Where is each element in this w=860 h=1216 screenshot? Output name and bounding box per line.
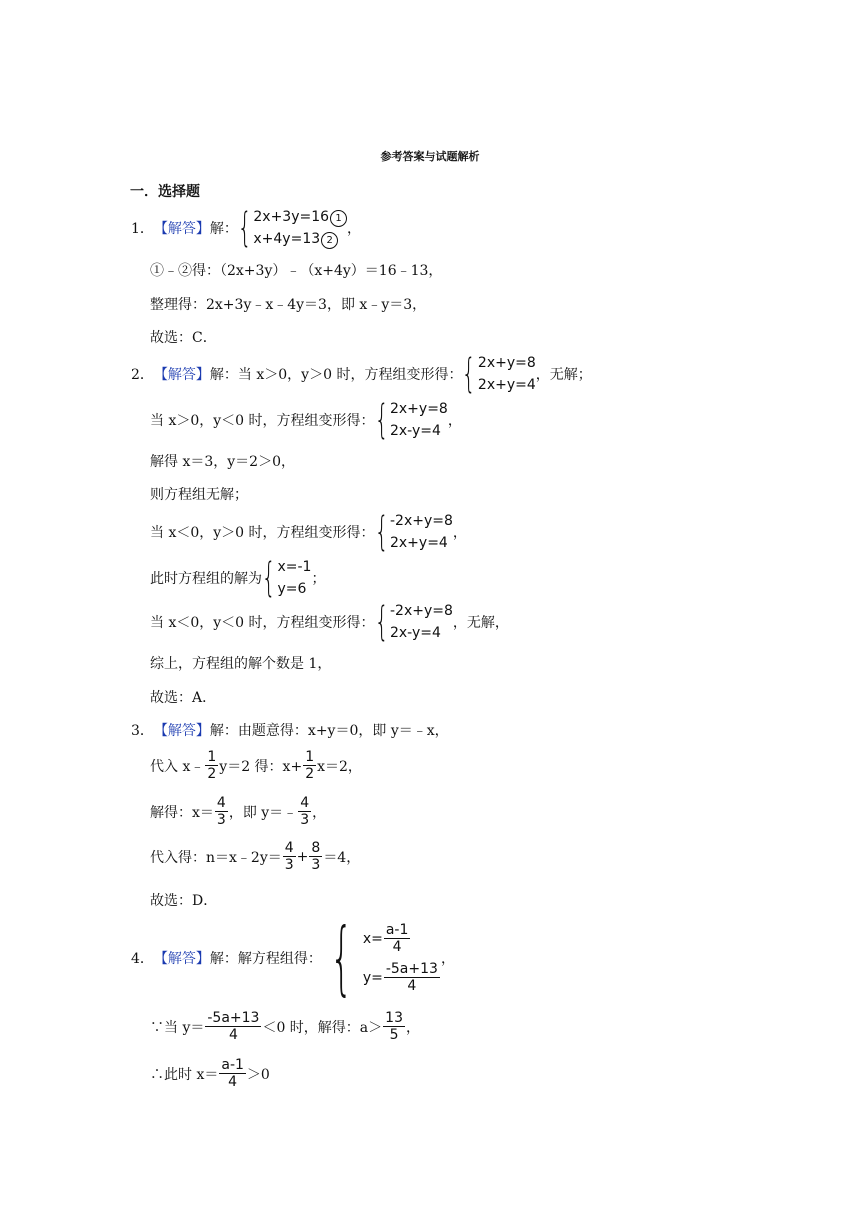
- q2-system-1: { 2x+y=8 2x+y=4: [462, 351, 536, 397]
- fraction-thirteen-fifths: $\frac{13}{5}$: [385, 1010, 403, 1043]
- q3-solve-end: ，: [312, 804, 327, 821]
- q4-x-solution: x= $\frac{a-1}{4}$: [362, 922, 409, 955]
- q1-answer-tag: 【解答】: [153, 221, 210, 237]
- fraction-eight-thirds: $\frac{8}{3}$: [311, 840, 321, 873]
- q2-solution-punct: ；: [311, 571, 326, 587]
- q3-answer-tag: 【解答】: [153, 723, 210, 739]
- q4-number: 4．: [131, 951, 154, 967]
- q2-s3-eq2: 2x+y=4: [389, 535, 448, 551]
- q3-substitute-text: 代入 x﹣: [150, 758, 205, 775]
- q2-solution-system: { x=-1 y=6: [261, 555, 312, 601]
- q3-number: 3．: [131, 723, 154, 739]
- q2-line-1: [131, 352, 592, 396]
- q4-line-3: [150, 1057, 270, 1090]
- q3-line-5: 故选：D．: [150, 893, 218, 909]
- q3-substitute-end: x＝2，: [317, 758, 362, 775]
- q2-case-3-text: 当 x＜0，y＞0 时，方程组变形得：: [150, 525, 375, 541]
- fraction-four-thirds-3: $\frac{4}{3}$: [284, 840, 294, 873]
- fraction-x-expression: $\frac{a-1}{4}$: [221, 1057, 244, 1090]
- q1-line-2: ①﹣②得：（2x+3y）﹣（x+4y）＝16﹣13，: [150, 263, 443, 279]
- q4-line-1: [131, 911, 455, 1004]
- q2-s4-eq2: 2x-y=4: [389, 625, 441, 641]
- q2-case-4-result: ，无解，: [452, 615, 509, 631]
- q3-substitute-mid: y＝2 得：x+: [219, 758, 303, 775]
- q2-line-6: [150, 556, 325, 600]
- q2-s2-eq2: 2x-y=4: [389, 423, 441, 439]
- q2-line-3: 解得 x＝3，y＝2＞0，: [150, 454, 295, 470]
- fraction-four-thirds: $\frac{4}{3}$: [216, 795, 226, 828]
- q1-line-3: 整理得：2x+3y﹣x﹣4y＝3，即 x﹣y＝3，: [150, 297, 427, 313]
- q3-result-end: ＝4，: [323, 849, 361, 866]
- page-title: 参考答案与试题解析: [380, 150, 480, 163]
- q4-solution-system: { x= $\frac{a-1}{4}$ y= $\frac{-5a+13}{4}$: [322, 918, 441, 998]
- q2-sol-x: x=-1: [277, 559, 312, 575]
- q2-case-1-text: 解：当 x＞0，y＞0 时，方程组变形得：: [209, 367, 463, 383]
- q2-system-4: { -2x+y=8 2x-y=4: [374, 599, 453, 645]
- q3-result-text: 代入得：n＝x﹣2y＝: [150, 849, 282, 866]
- q2-number: 2．: [131, 367, 154, 383]
- q1-equation-system: [238, 206, 347, 250]
- q2-system-3: { -2x+y=8 2x+y=4: [374, 509, 453, 555]
- q3-solve-text: 解得：x＝: [150, 804, 214, 821]
- q4-therefore-text: ∴此时 x＝: [150, 1066, 219, 1083]
- circled-number-2: 2: [321, 232, 338, 249]
- q2-line-5: [150, 510, 467, 554]
- q2-solution-text: 此时方程组的解为: [150, 571, 262, 587]
- q4-line-2: [150, 1010, 420, 1043]
- q2-sol-y: y=6: [277, 581, 307, 597]
- q3-text-1: 解：由题意得：x+y＝0，即 y＝﹣x，: [209, 723, 449, 739]
- q1-brace: {: [237, 205, 252, 251]
- q4-therefore-end: ＞0: [246, 1066, 270, 1083]
- q1-equation-1: 2x+3y=16 1: [253, 206, 347, 228]
- fraction-y-expression: $\frac{-5a+13}{4}$: [207, 1010, 260, 1043]
- q4-condition-mid: ＜0 时，解得：a＞: [262, 1019, 383, 1036]
- q1-solution-label: 解：: [209, 221, 238, 237]
- section-heading: 一．选择题: [130, 184, 200, 200]
- q2-line-2: [150, 398, 462, 442]
- q2-s3-eq1: -2x+y=8: [389, 513, 453, 529]
- q1-line-1: [131, 206, 361, 250]
- fraction-four-thirds-2: $\frac{4}{3}$: [300, 795, 310, 828]
- fraction-one-half: $\frac{1}{2}$: [207, 749, 217, 782]
- q2-case-2-text: 当 x＞0，y＜0 时，方程组变形得：: [150, 413, 375, 429]
- q2-line-8: 综上，方程组的解个数是 1，: [150, 656, 332, 672]
- q2-case-2-punct: ，: [447, 413, 462, 429]
- q3-plus: +: [296, 848, 309, 865]
- q1-line-4: 故选：C．: [150, 330, 217, 346]
- q3-line-2: [150, 749, 362, 782]
- q4-condition-end: ，: [406, 1019, 420, 1036]
- q2-case-1-result: ，无解；: [535, 367, 592, 383]
- q2-s1-eq1: 2x+y=8: [477, 355, 536, 371]
- q4-y-solution: y= $\frac{-5a+13}{4}$: [362, 961, 438, 994]
- q2-line-4: 则方程组无解；: [150, 487, 248, 503]
- q3-solve-mid: ，即 y＝﹣: [228, 804, 298, 821]
- q2-s4-eq1: -2x+y=8: [389, 603, 453, 619]
- q2-s1-eq2: 2x+y=4: [477, 377, 536, 393]
- q2-case-3-punct: ，: [452, 525, 467, 541]
- q3-line-1: [131, 720, 449, 740]
- q4-answer-tag: 【解答】: [153, 951, 210, 967]
- q2-system-2: { 2x+y=8 2x-y=4: [374, 397, 448, 443]
- q4-text-1: 解：解方程组得：: [209, 951, 322, 967]
- q1-equation-2: x+4y=13 2: [253, 228, 347, 250]
- q4-condition-text: ∵当 y＝: [150, 1019, 205, 1036]
- q3-line-4: [150, 840, 360, 873]
- q2-line-7: [150, 600, 509, 644]
- q2-line-9: 故选：A．: [150, 690, 217, 706]
- q2-s2-eq1: 2x+y=8: [389, 401, 448, 417]
- fraction-one-half-2: $\frac{1}{2}$: [305, 749, 315, 782]
- q1-punct: ，: [347, 221, 362, 237]
- q2-case-4-text: 当 x＜0，y＜0 时，方程组变形得：: [150, 615, 375, 631]
- q3-line-3: [150, 795, 326, 828]
- q4-punct: ，: [440, 951, 455, 967]
- circled-number-1: 1: [330, 210, 347, 227]
- q1-number: 1．: [131, 221, 154, 237]
- q2-answer-tag: 【解答】: [153, 367, 210, 383]
